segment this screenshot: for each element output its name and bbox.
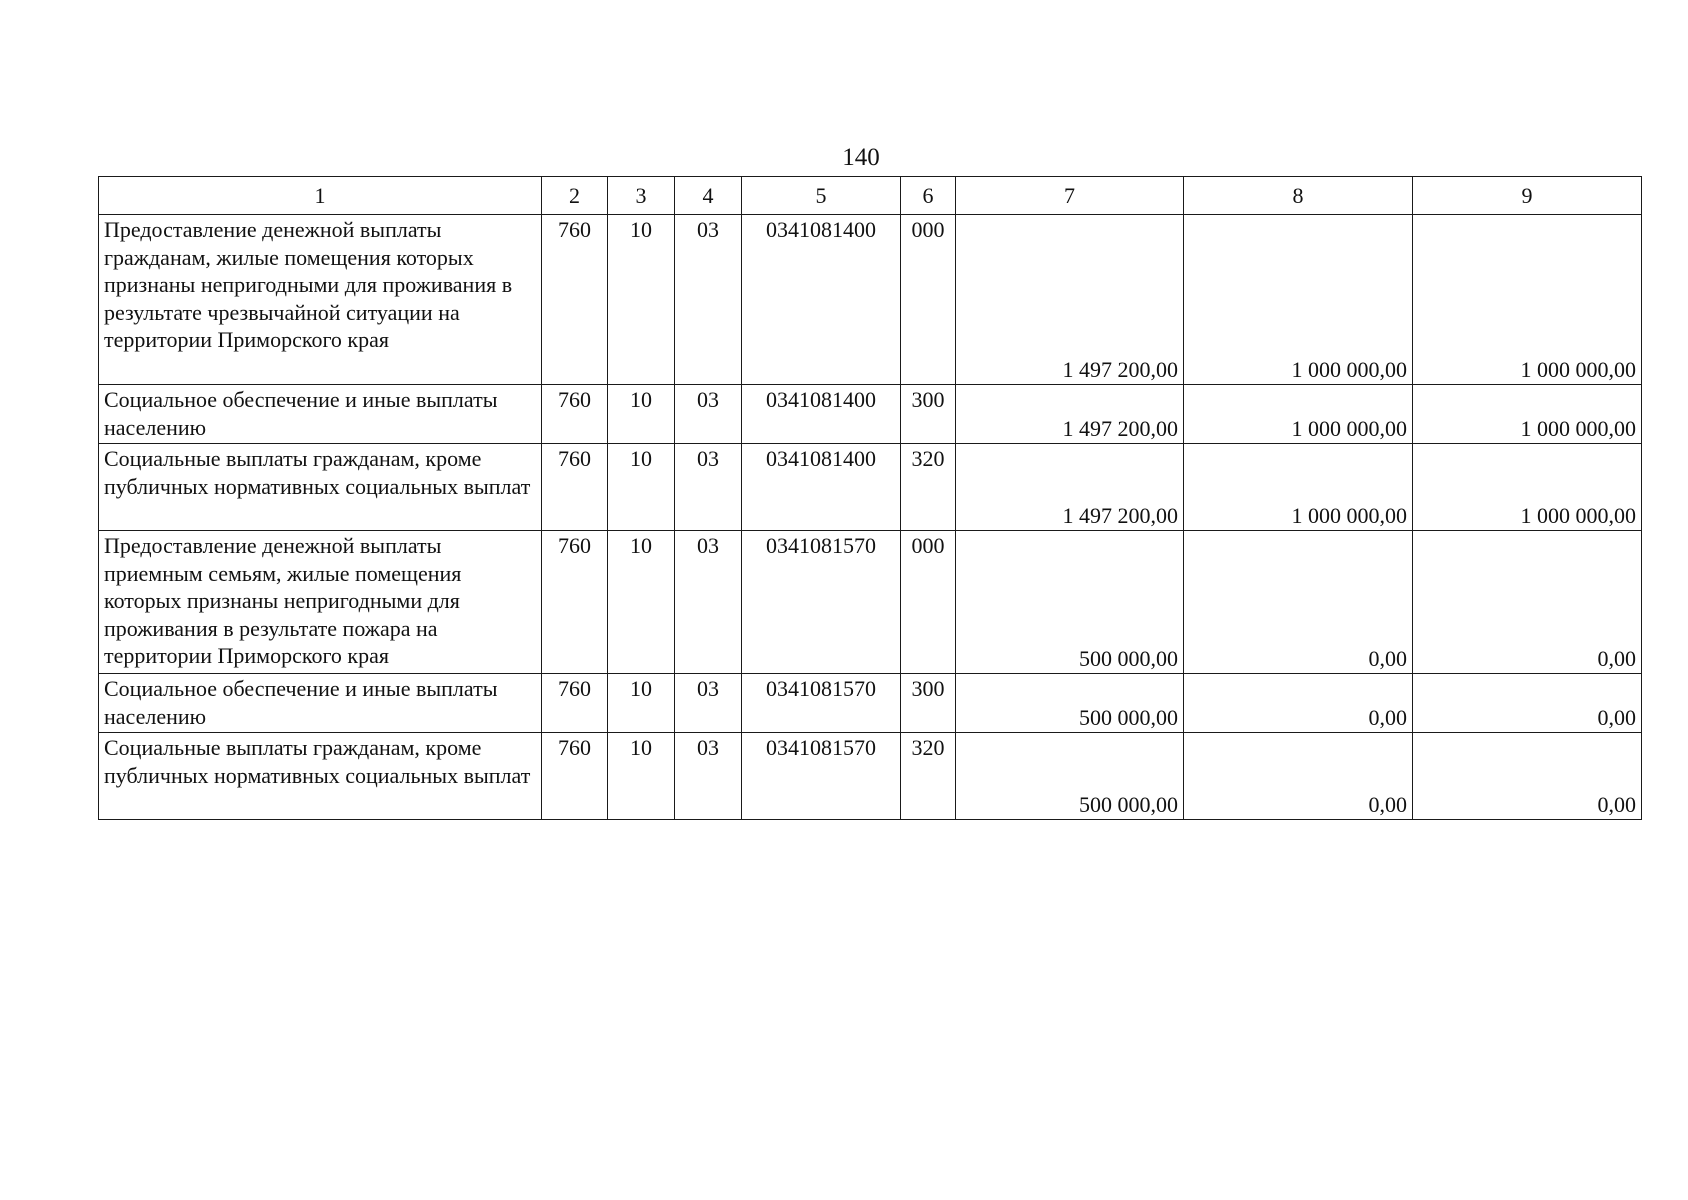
row-name: Предоставление денежной выплаты приемным семьям, жилые помещения которых признаны непригодными для проживания в результате пожара на территории Приморского края bbox=[99, 531, 542, 674]
row-col-9: 1 000 000,00 bbox=[1413, 215, 1642, 385]
row-col-2: 760 bbox=[542, 531, 608, 674]
row-col-7: 500 000,00 bbox=[956, 674, 1184, 733]
row-col-9: 1 000 000,00 bbox=[1413, 444, 1642, 531]
table-row bbox=[99, 531, 1642, 674]
row-col-8: 1 000 000,00 bbox=[1184, 215, 1413, 385]
budget-table bbox=[98, 176, 1642, 820]
header-col-3: 3 bbox=[608, 177, 675, 215]
row-col-2: 760 bbox=[542, 674, 608, 733]
row-col-5: 0341081570 bbox=[742, 674, 901, 733]
row-col-4: 03 bbox=[675, 674, 742, 733]
row-col-2: 760 bbox=[542, 385, 608, 444]
header-col-1: 1 bbox=[99, 177, 542, 215]
row-col-2: 760 bbox=[542, 215, 608, 385]
header-col-4: 4 bbox=[675, 177, 742, 215]
table-row bbox=[99, 215, 1642, 385]
row-name: Социальные выплаты гражданам, кроме публичных нормативных социальных выплат bbox=[99, 444, 542, 531]
row-col-6: 320 bbox=[901, 444, 956, 531]
row-col-3: 10 bbox=[608, 733, 675, 820]
row-col-5: 0341081400 bbox=[742, 444, 901, 531]
row-col-9: 1 000 000,00 bbox=[1413, 385, 1642, 444]
row-col-6: 000 bbox=[901, 531, 956, 674]
row-col-7: 1 497 200,00 bbox=[956, 215, 1184, 385]
row-col-9: 0,00 bbox=[1413, 733, 1642, 820]
row-name: Социальное обеспечение и иные выплаты населению bbox=[99, 674, 542, 733]
row-col-7: 500 000,00 bbox=[956, 733, 1184, 820]
row-col-7: 1 497 200,00 bbox=[956, 444, 1184, 531]
row-col-6: 000 bbox=[901, 215, 956, 385]
row-col-7: 1 497 200,00 bbox=[956, 385, 1184, 444]
row-col-3: 10 bbox=[608, 674, 675, 733]
row-col-6: 300 bbox=[901, 385, 956, 444]
table-row bbox=[99, 733, 1642, 820]
header-row bbox=[99, 177, 1642, 215]
row-col-2: 760 bbox=[542, 444, 608, 531]
row-col-8: 0,00 bbox=[1184, 733, 1413, 820]
row-col-4: 03 bbox=[675, 733, 742, 820]
header-col-9: 9 bbox=[1413, 177, 1642, 215]
row-col-4: 03 bbox=[675, 385, 742, 444]
header-col-5: 5 bbox=[742, 177, 901, 215]
header-col-6: 6 bbox=[901, 177, 956, 215]
row-name: Социальные выплаты гражданам, кроме публичных нормативных социальных выплат bbox=[99, 733, 542, 820]
row-name: Предоставление денежной выплаты гражданам, жилые помещения которых признаны непригодными для проживания в результате чрезвычайной ситуации на территории Приморского края bbox=[99, 215, 542, 385]
row-name: Социальное обеспечение и иные выплаты населению bbox=[99, 385, 542, 444]
header-col-2: 2 bbox=[542, 177, 608, 215]
page-number: 140 bbox=[842, 144, 880, 171]
row-col-5: 0341081570 bbox=[742, 531, 901, 674]
row-col-8: 0,00 bbox=[1184, 674, 1413, 733]
row-col-2: 760 bbox=[542, 733, 608, 820]
row-col-4: 03 bbox=[675, 215, 742, 385]
row-col-4: 03 bbox=[675, 531, 742, 674]
row-col-5: 0341081570 bbox=[742, 733, 901, 820]
row-col-3: 10 bbox=[608, 215, 675, 385]
row-col-6: 300 bbox=[901, 674, 956, 733]
row-col-8: 1 000 000,00 bbox=[1184, 444, 1413, 531]
row-col-3: 10 bbox=[608, 444, 675, 531]
row-col-9: 0,00 bbox=[1413, 531, 1642, 674]
row-col-8: 1 000 000,00 bbox=[1184, 385, 1413, 444]
row-col-5: 0341081400 bbox=[742, 385, 901, 444]
row-col-8: 0,00 bbox=[1184, 531, 1413, 674]
row-col-4: 03 bbox=[675, 444, 742, 531]
header-col-7: 7 bbox=[956, 177, 1184, 215]
row-col-5: 0341081400 bbox=[742, 215, 901, 385]
row-col-6: 320 bbox=[901, 733, 956, 820]
row-col-3: 10 bbox=[608, 385, 675, 444]
row-col-7: 500 000,00 bbox=[956, 531, 1184, 674]
table-row bbox=[99, 444, 1642, 531]
row-col-9: 0,00 bbox=[1413, 674, 1642, 733]
header-col-8: 8 bbox=[1184, 177, 1413, 215]
row-col-3: 10 bbox=[608, 531, 675, 674]
table-row bbox=[99, 385, 1642, 444]
table-row bbox=[99, 674, 1642, 733]
